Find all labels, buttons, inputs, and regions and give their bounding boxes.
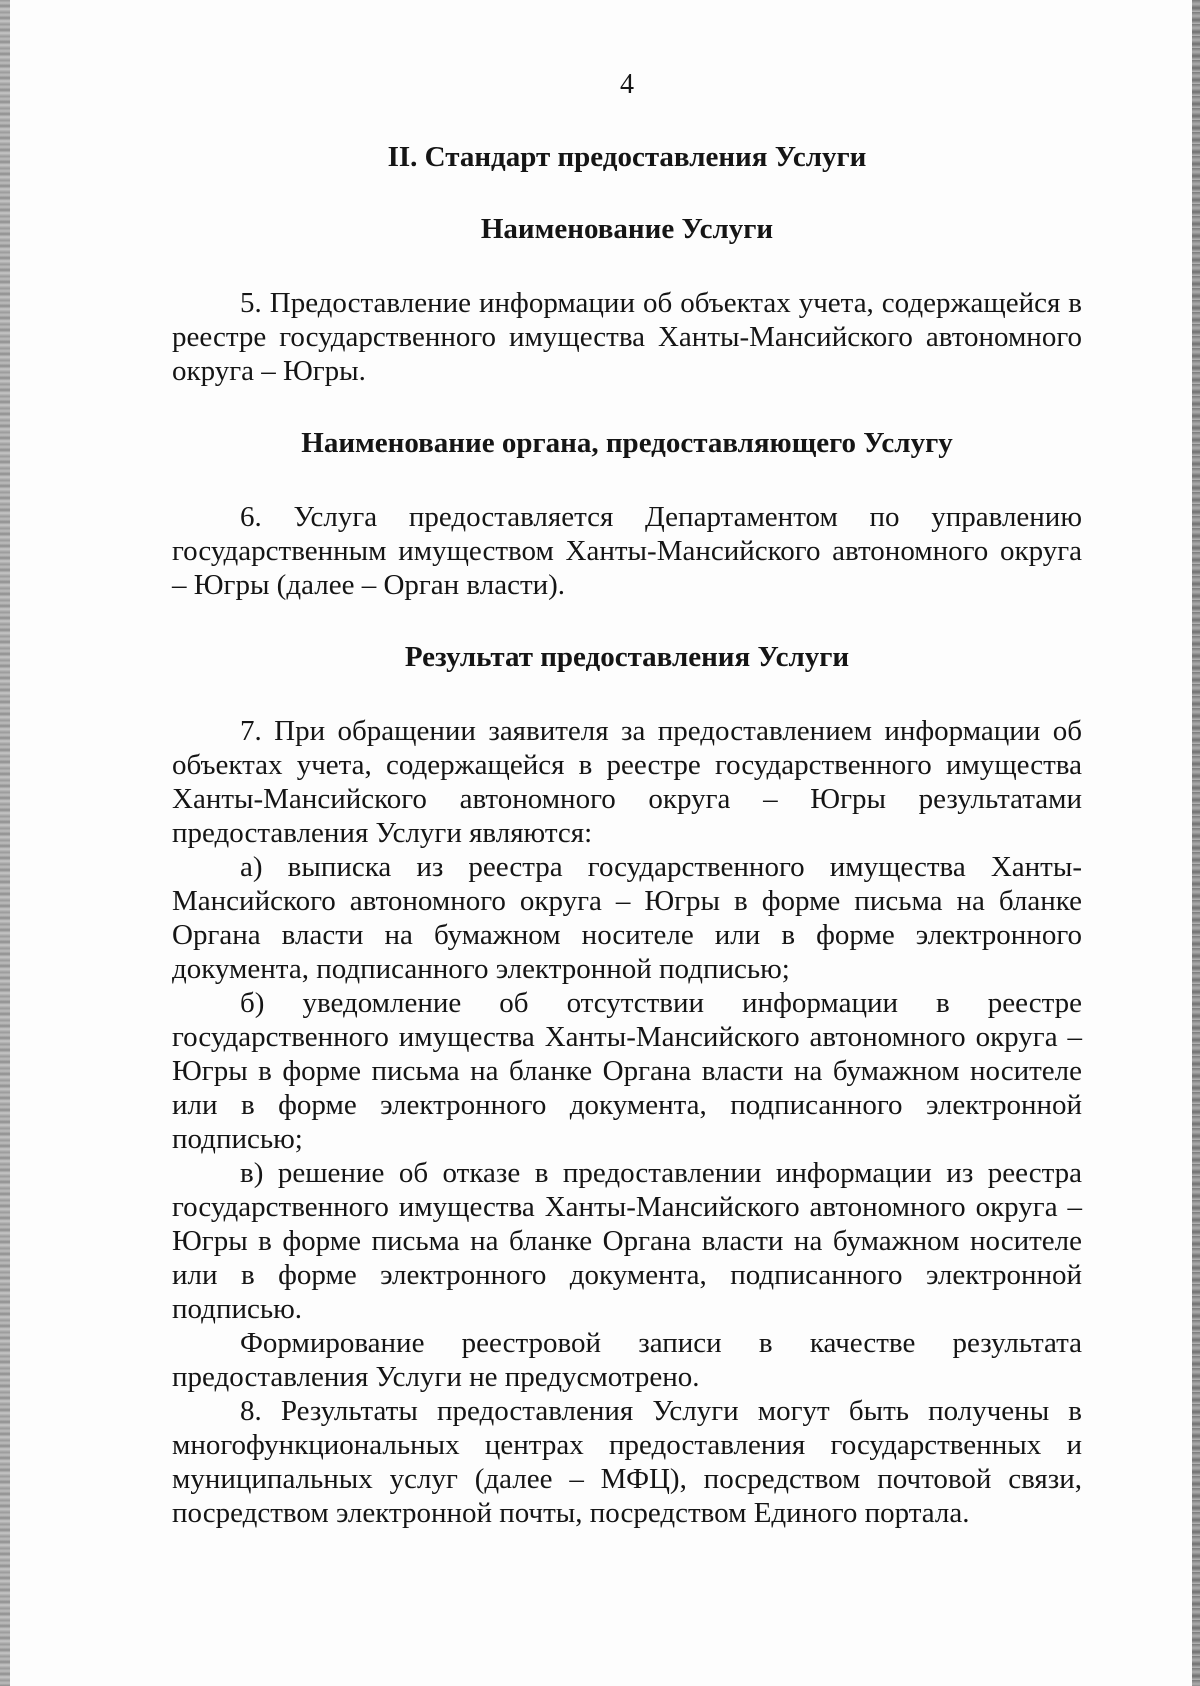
paragraph-6: 6. Услуга предоставляется Департаментом по управлению государственным имуществом Ханты-Мансийского автономного округа – Югры (далее – Орган власти). — [172, 501, 1082, 601]
scan-edge-left — [0, 0, 10, 1686]
paragraph-8: 8. Результаты предоставления Услуги могут быть получены в многофункциональных центрах предоставления государственных и муниципальных услуг (далее – МФЦ), посредством почтовой связи, посредством электронной почты, посредством Единого портала. — [172, 1395, 1082, 1529]
heading-result: Результат предоставления Услуги — [404, 641, 850, 673]
paragraph-7b: б) уведомление об отсутствии информации в реестре государственного имущества Ханты-Мансийского автономного округа – Югры в форме письма на бланке Органа власти на бумажном носителе или в форме электронного документа, подписанного электронной подписью; — [172, 987, 1082, 1155]
paragraph-7: 7. При обращении заявителя за предоставлением информации об объектах учета, содержащейся в реестре государственного имущества Ханты-Мансийского автономного округа – Югры результатами предоставления Услуги являются: — [172, 715, 1082, 849]
paragraph-7c: в) решение об отказе в предоставлении информации из реестра государственного имущества Ханты-Мансийского автономного округа – Югры в форме письма на бланке Органа власти на бумажном носителе или в форме электронного документа, подписанного электронной подписью. — [172, 1157, 1082, 1325]
section-title: II. Стандарт предоставления Услуги — [387, 141, 867, 173]
paragraph-7a: а) выписка из реестра государственного имущества Ханты-Мансийского автономного округа – Югры в форме письма на бланке Органа власти на бумажном носителе или в форме электронного документа, подписанного электронной подписью; — [172, 851, 1082, 985]
heading-service-name: Наименование Услуги — [480, 213, 774, 245]
document-content — [172, 68, 1082, 1530]
scan-edge-right — [1192, 0, 1200, 1686]
paragraph-7d: Формирование реестровой записи в качестве результата предоставления Услуги не предусмотрено. — [172, 1327, 1082, 1393]
page-number: 4 — [620, 69, 634, 100]
heading-organ-name: Наименование органа, предоставляющего Услугу — [301, 427, 953, 459]
paragraph-5: 5. Предоставление информации об объектах учета, содержащейся в реестре государственного имущества Ханты-Мансийского автономного округа – Югры. — [172, 287, 1082, 387]
